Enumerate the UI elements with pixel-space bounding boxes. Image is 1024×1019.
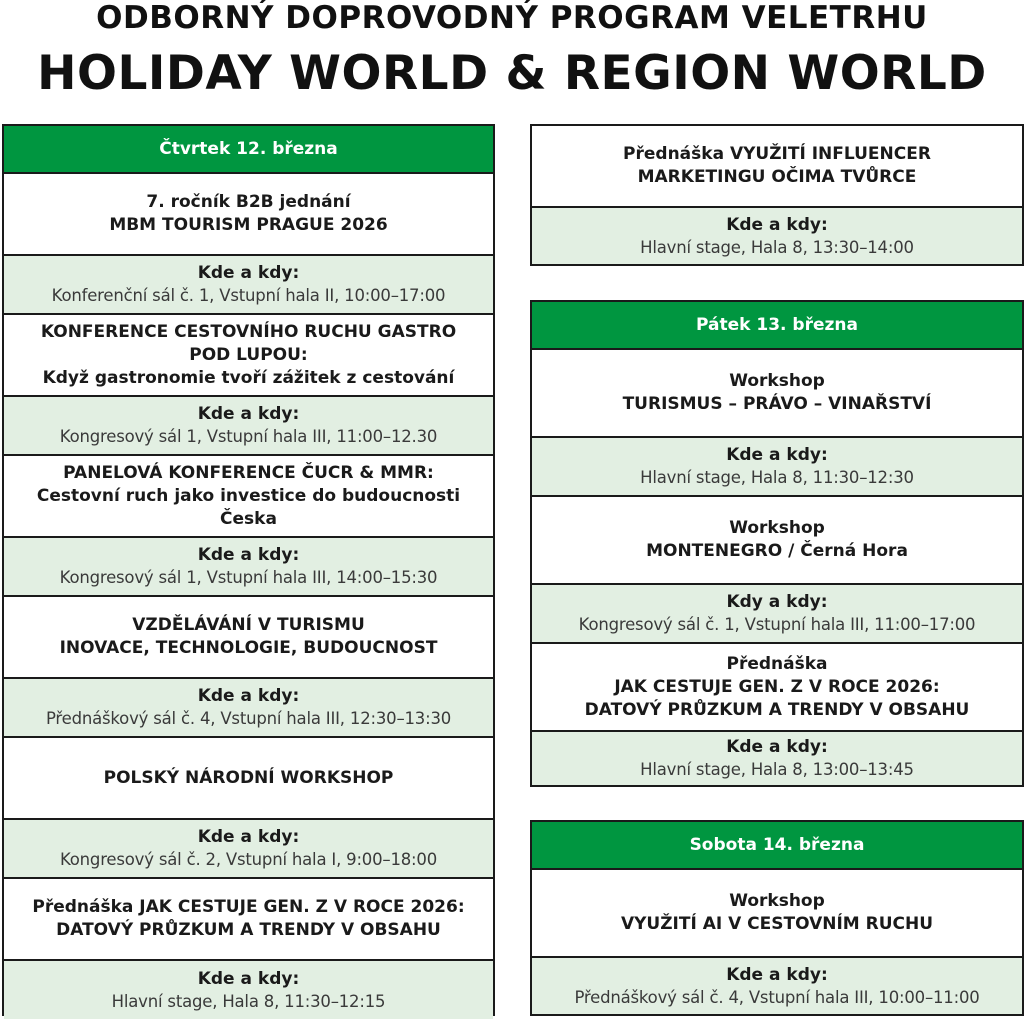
location-label: Kde a kdy:	[726, 214, 828, 235]
location-time: Kongresový sál č. 2, Vstupní hala I, 9:00–18:00	[59, 850, 438, 869]
location-label: Kde a kdy:	[197, 686, 300, 706]
event-location	[532, 585, 1022, 644]
event-location	[532, 958, 1022, 1014]
location-time: Kongresový sál č. 1, Vstupní hala III, 11:00–17:00	[578, 615, 976, 634]
location-label: Kde a kdy:	[197, 263, 300, 283]
location-label: Kde a kdy:	[197, 827, 300, 847]
location-time: Konferenční sál č. 1, Vstupní hala II, 10:00–17:00	[51, 286, 446, 305]
location-time: Hlavní stage, Hala 8, 11:30–12:15	[111, 991, 386, 1011]
thursday-continued-box	[530, 124, 1024, 266]
location-time: Přednáškový sál č. 4, Vstupní hala III, 12:30–13:30	[45, 709, 452, 728]
location-label: Kde a kdy:	[197, 968, 300, 989]
page-title-line1: ODBORNÝ DOPROVODNÝ PROGRAM VELETRHU	[96, 0, 928, 36]
thursday-column	[2, 124, 495, 1016]
event-title: Workshop VYUŽITÍ AI V CESTOVNÍM RUCHU	[532, 870, 1022, 958]
location-label: Kde a kdy:	[197, 404, 300, 424]
location-time: Hlavní stage, Hala 8, 11:30–12:30	[640, 468, 914, 487]
page-title-line2: HOLIDAY WORLD & REGION WORLD	[37, 46, 987, 101]
location-label: Kde a kdy:	[726, 964, 828, 985]
location-time: Přednáškový sál č. 4, Vstupní hala III, 10:00–11:00	[574, 987, 980, 1007]
event-location	[532, 208, 1022, 264]
location-label: Kde a kdy:	[726, 737, 828, 757]
event-title: 7. ročník B2B jednání MBM TOURISM PRAGUE 2026	[4, 174, 493, 256]
event-location	[4, 820, 493, 879]
saturday-column	[530, 820, 1024, 1016]
event-title: Workshop TURISMUS – PRÁVO – VINAŘSTVÍ	[532, 350, 1022, 438]
day-header-friday: Pátek 13. března	[532, 302, 1022, 350]
event-title: Přednáška VYUŽITÍ INFLUENCER MARKETINGU OČIMA TVŮRCE	[532, 126, 1022, 208]
location-label: Kdy a kdy:	[726, 592, 828, 612]
event-location	[4, 961, 493, 1019]
location-time: Hlavní stage, Hala 8, 13:00–13:45	[640, 760, 914, 779]
day-header-saturday: Sobota 14. března	[532, 822, 1022, 870]
location-time: Kongresový sál 1, Vstupní hala III, 14:00–15:30	[59, 568, 438, 587]
friday-column	[530, 300, 1024, 787]
event-location	[4, 256, 493, 315]
event-title: Přednáška JAK CESTUJE GEN. Z V ROCE 2026: DATOVÝ PRŮZKUM A TRENDY V OBSAHU	[532, 644, 1022, 732]
event-title: VZDĚLÁVÁNÍ V TURISMU INOVACE, TECHNOLOGIE, BUDOUCNOST	[4, 597, 493, 679]
event-title: Workshop MONTENEGRO / Černá Hora	[532, 497, 1022, 585]
event-title: PANELOVÁ KONFERENCE ČUCR & MMR: Cestovní ruch jako investice do budoucnosti Česka	[4, 456, 493, 538]
event-location	[532, 438, 1022, 497]
event-title: KONFERENCE CESTOVNÍHO RUCHU GASTRO POD LUPOU: Když gastronomie tvoří zážitek z cestování	[4, 315, 493, 397]
day-header-thursday: Čtvrtek 12. března	[4, 126, 493, 174]
event-title: POLSKÝ NÁRODNÍ WORKSHOP	[4, 738, 493, 820]
event-location	[4, 679, 493, 738]
location-label: Kde a kdy:	[726, 445, 828, 465]
event-title: Přednáška JAK CESTUJE GEN. Z V ROCE 2026: DATOVÝ PRŮZKUM A TRENDY V OBSAHU	[4, 879, 493, 961]
location-label: Kde a kdy:	[197, 545, 300, 565]
event-location	[532, 732, 1022, 785]
event-location	[4, 397, 493, 456]
event-location	[4, 538, 493, 597]
location-time: Hlavní stage, Hala 8, 13:30–14:00	[640, 237, 914, 257]
location-time: Kongresový sál 1, Vstupní hala III, 11:00–12.30	[59, 427, 438, 446]
